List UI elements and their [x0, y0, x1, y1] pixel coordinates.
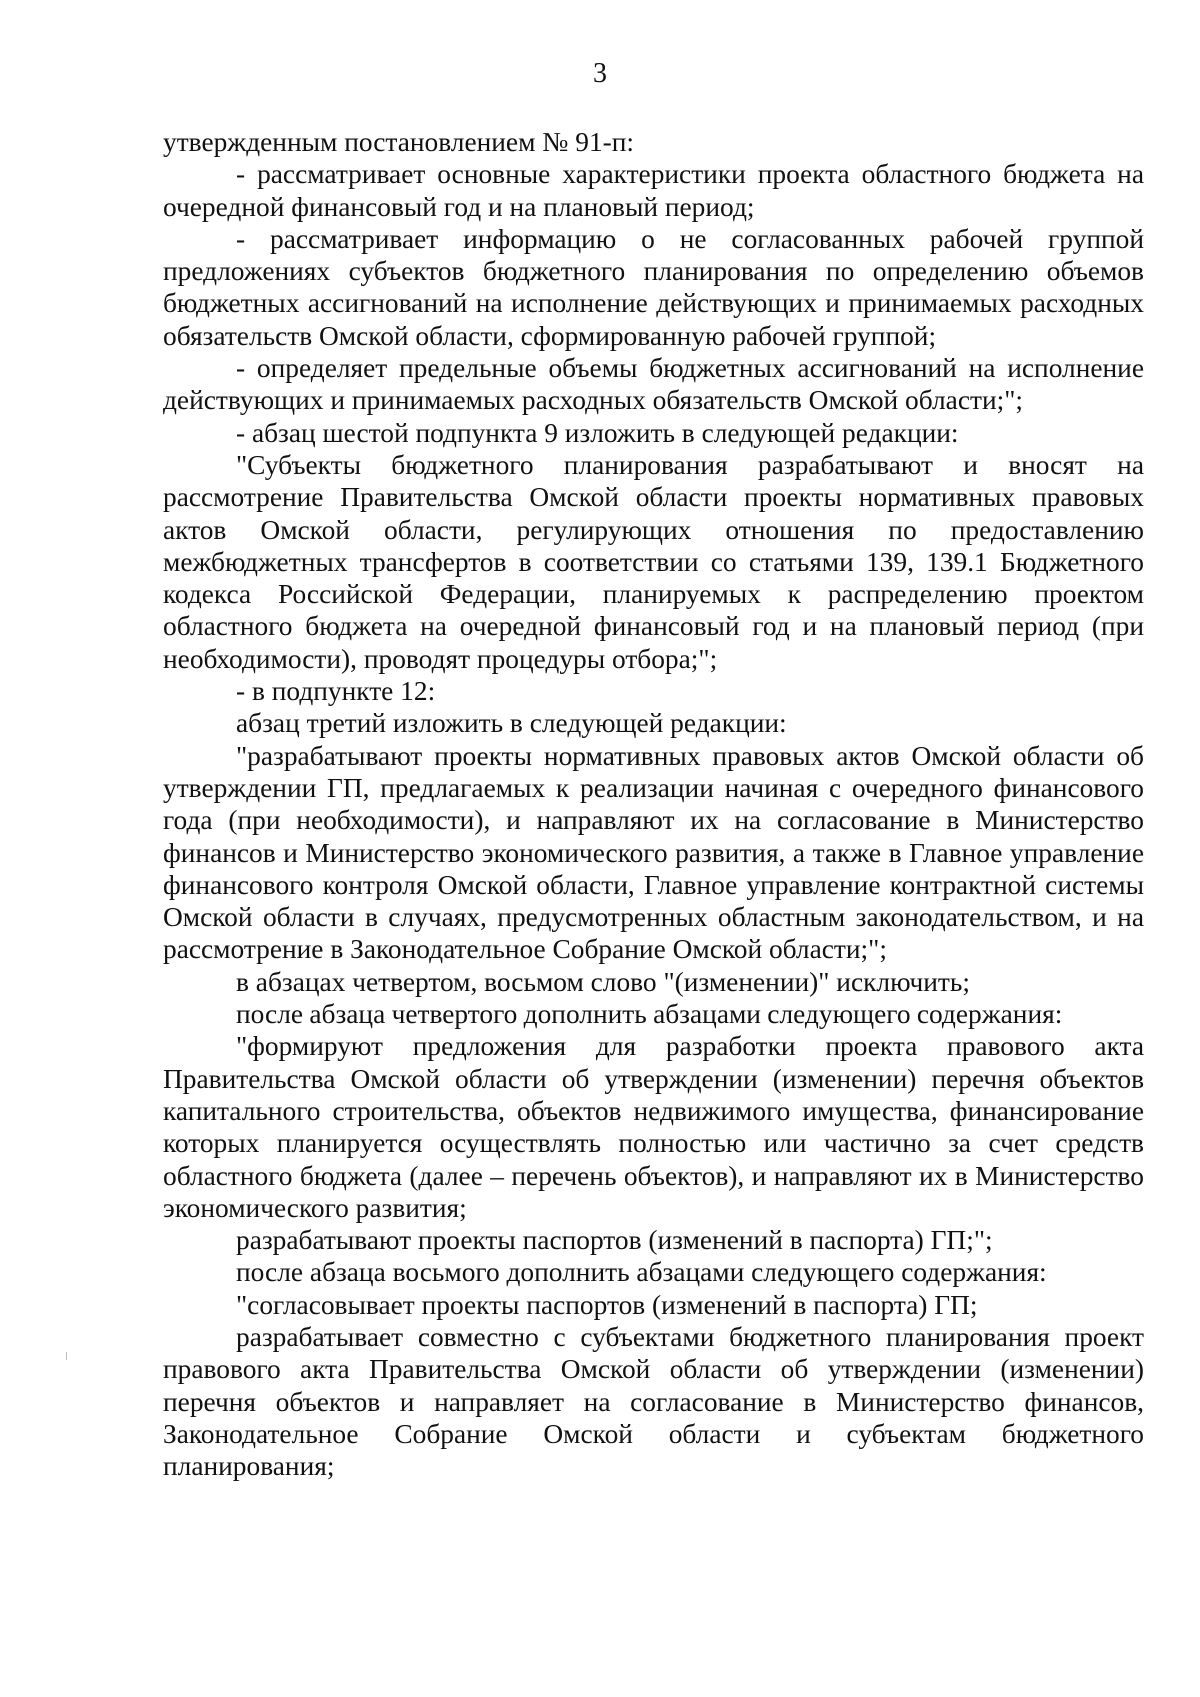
paragraph-13: разрабатывают проекты паспортов (изменений в паспорта) ГП;";	[236, 1225, 993, 1256]
paragraph-3: - рассматривает информацию о не согласованных рабочей группой предложениях субъектов бюджетного планирования по определению объемов бюджетных ассигнований на исполнение действующих и принимаемых расходных обязательств Омской области, сформированную рабочей группой;	[163, 223, 1144, 351]
paragraph-11: после абзаца четвертого дополнить абзацами следующего содержания:	[236, 999, 1063, 1030]
paragraph-15: "согласовывает проекты паспортов (изменений в паспорта) ГП;	[236, 1289, 978, 1320]
paragraph-2: - рассматривает основные характеристики проекта областного бюджета на очередной финансовый год и на плановый период;	[163, 159, 1144, 222]
margin-mark	[66, 1352, 67, 1360]
paragraph-9: "разрабатывают проекты нормативных правовых актов Омской области об утверждении ГП, предлагаемых к реализации начиная с очередного финансового года (при необходимости), и направляют их на согласование в Министерство финансов и Министерство экономического развития, а также в Главное управление финансового контроля Омской области, Главное управление контрактной системы Омской области в случаях, предусмотренных областным законодательством, и на рассмотрение в Законодательное Собрание Омской области;";	[163, 740, 1144, 965]
paragraph-14: после абзаца восьмого дополнить абзацами следующего содержания:	[236, 1257, 1047, 1288]
paragraph-7: - в подпункте 12:	[236, 676, 436, 707]
paragraph-8: абзац третий изложить в следующей редакции:	[236, 708, 787, 739]
page-number: 3	[593, 58, 607, 89]
paragraph-5: - абзац шестой подпункта 9 изложить в следующей редакции:	[236, 417, 959, 448]
document-body	[163, 126, 1144, 1482]
paragraph-16: разрабатывает совместно с субъектами бюджетного планирования проект правового акта Правительства Омской области об утверждении (изменении) перечня объектов и направляет на согласование в Министерство финансов, Законодательное Собрание Омской области и субъектам бюджетного планирования;	[163, 1321, 1144, 1482]
paragraph-4: - определяет предельные объемы бюджетных ассигнований на исполнение действующих и принимаемых расходных обязательств Омской области;";	[163, 353, 1144, 416]
paragraph-1: утвержденным постановлением № 91-п:	[163, 127, 635, 157]
paragraph-6: "Субъекты бюджетного планирования разрабатывают и вносят на рассмотрение Правительства Омской области проекты нормативных правовых актов Омской области, регулирующих отношения по предоставлению межбюджетных трансфертов в соответствии со статьями 139, 139.1 Бюджетного кодекса Российской Федерации, планируемых к распределению проектом областного бюджета на очередной финансовый год и на плановый период (при необходимости), проводят процедуры отбора;";	[163, 449, 1144, 674]
paragraph-10: в абзацах четвертом, восьмом слово "(изменении)" исключить;	[236, 966, 970, 997]
paragraph-12: "формируют предложения для разработки проекта правового акта Правительства Омской области об утверждении (изменении) перечня объектов капитального строительства, объектов недвижимого имущества, финансирование которых планируется осуществлять полностью или частично за счет средств областного бюджета (далее – перечень объектов), и направляют их в Министерство экономического развития;	[163, 1031, 1144, 1223]
